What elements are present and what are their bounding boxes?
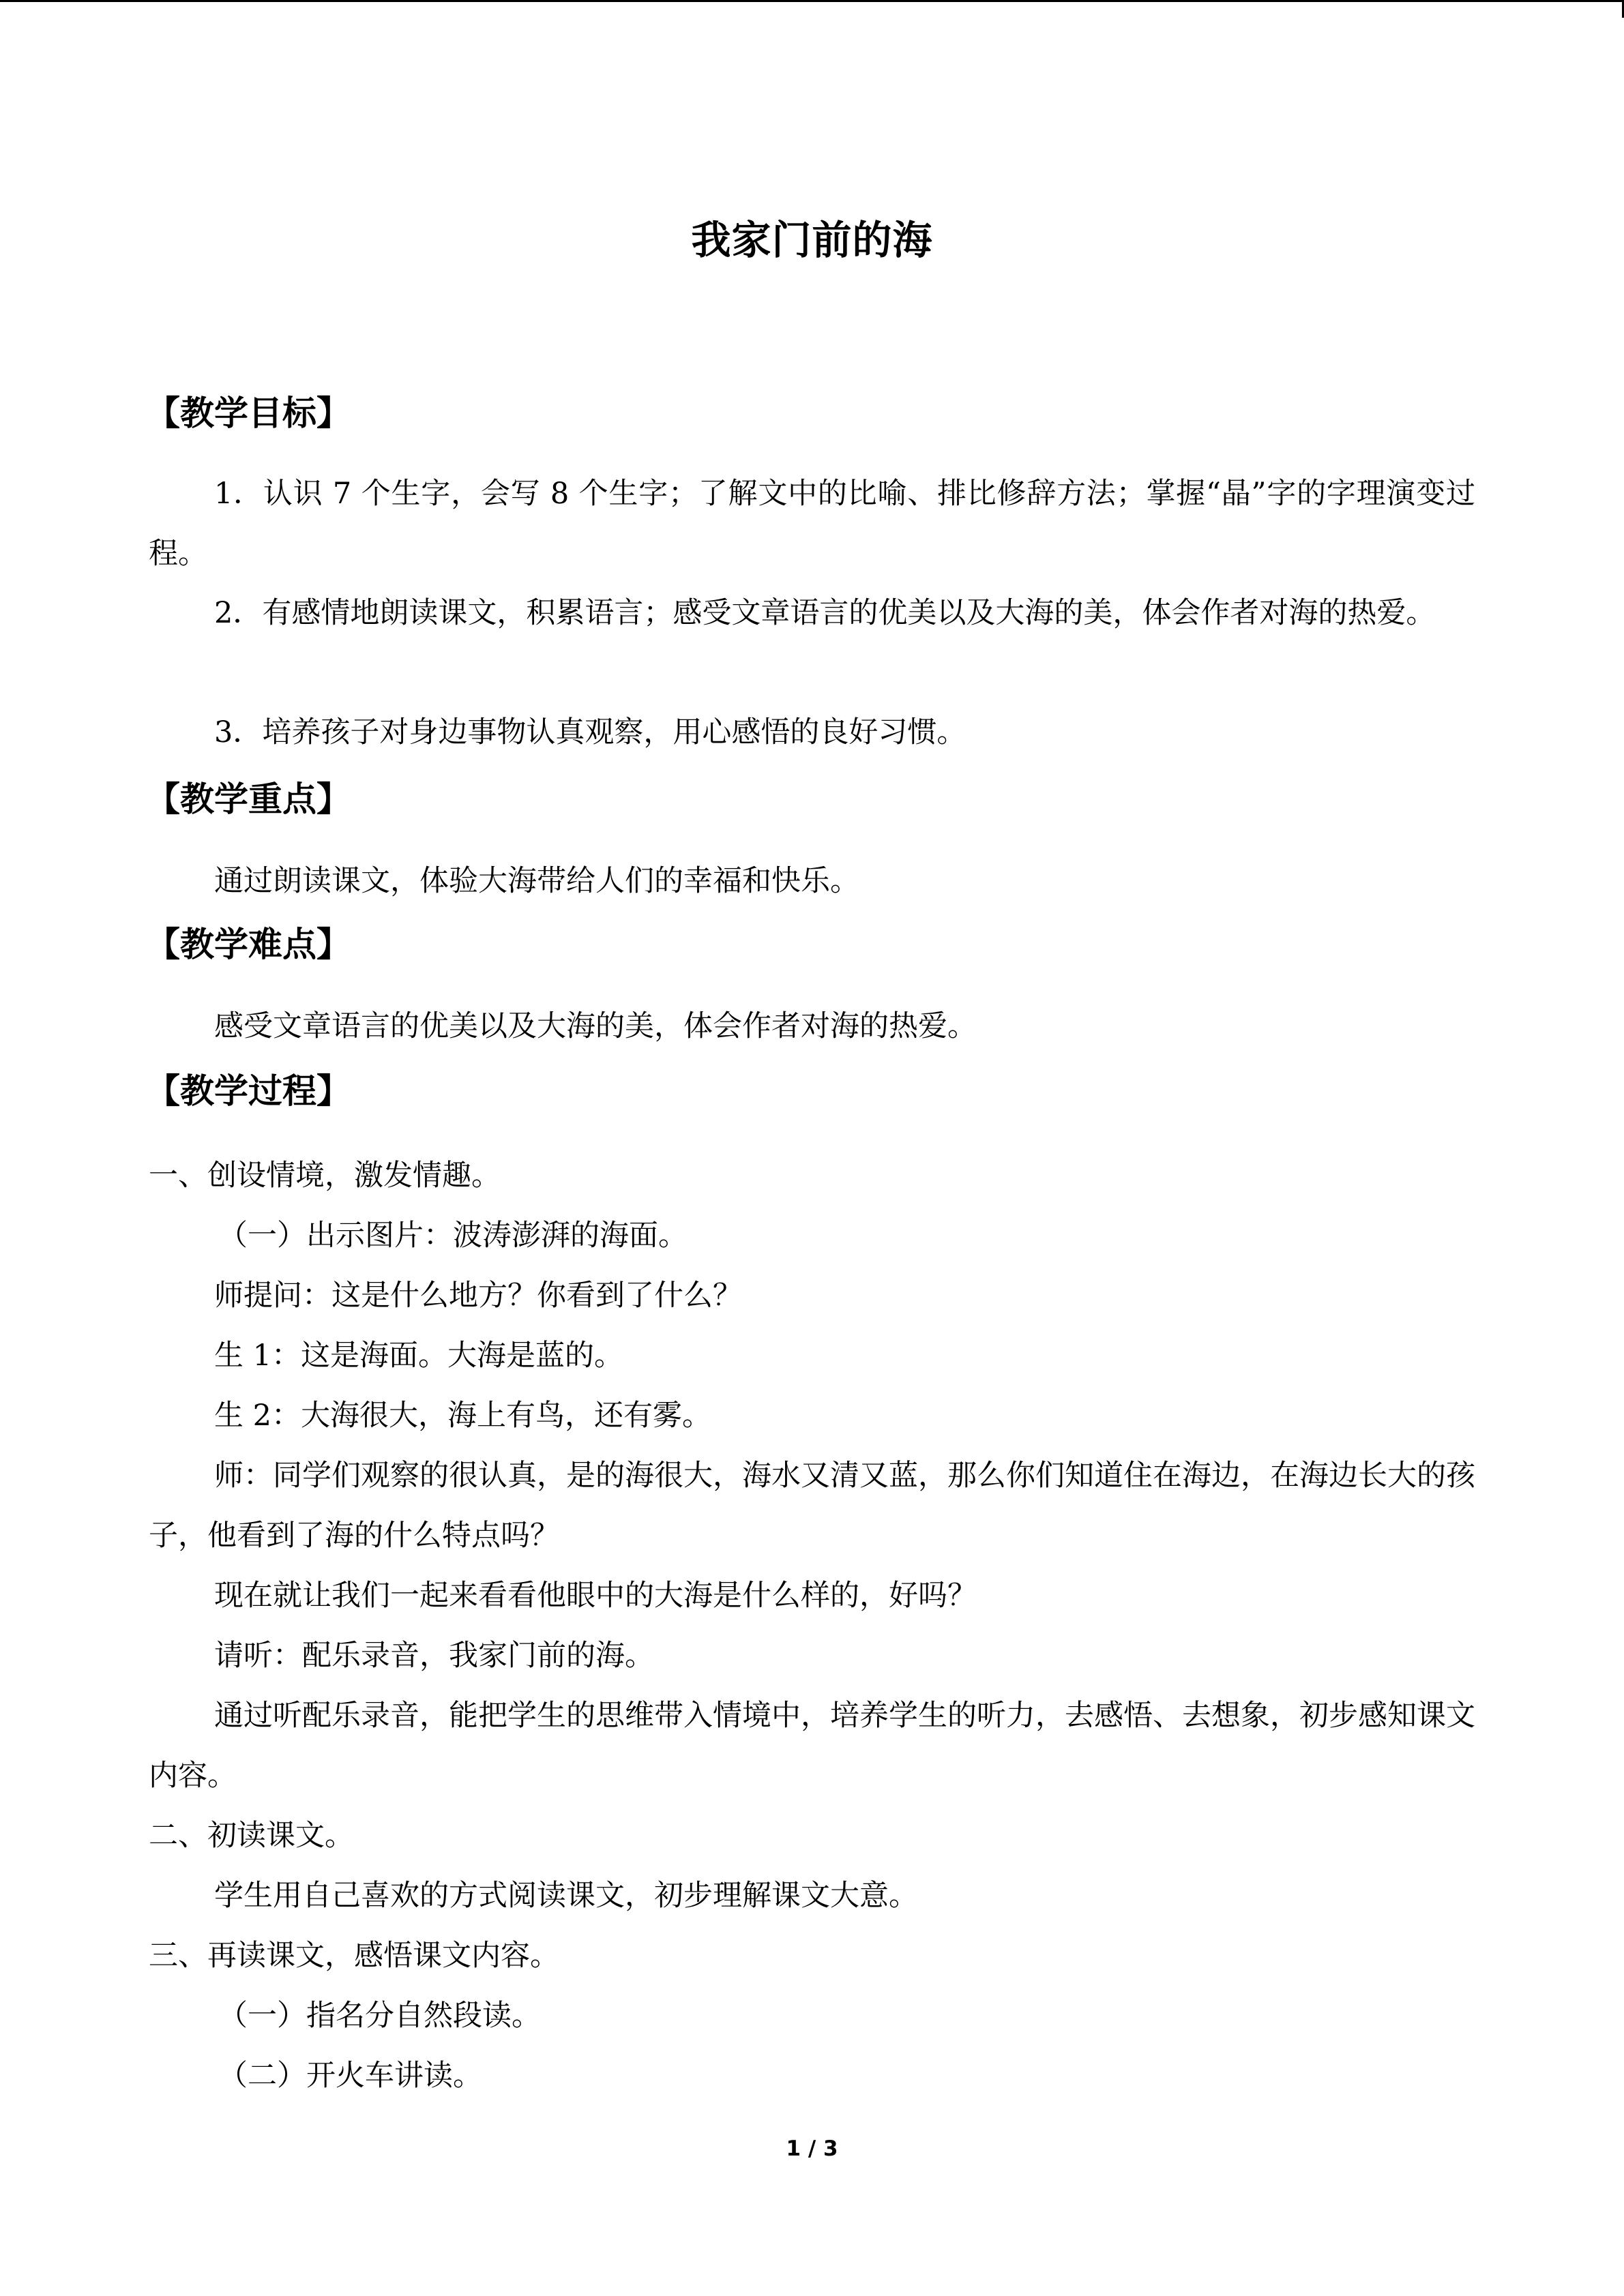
listen-purpose: 通过听配乐录音，能把学生的思维带入情境中，培养学生的听力，去感悟、去想象，初步感知课文内容。: [149, 1699, 1475, 1793]
teacher-invite: 现在就让我们一起来看看他眼中的大海是什么样的，好吗？: [214, 1579, 977, 1613]
process-step-3: 三、再读课文，感悟课文内容。: [149, 1939, 559, 1973]
process-step-2: 二、初读课文。: [149, 1819, 354, 1853]
goal-item-3: 3．培养孩子对身边事物认真观察，用心感悟的良好习惯。: [214, 715, 966, 749]
key-points-text: 通过朗读课文，体验大海带给人们的幸福和快乐。: [214, 864, 859, 898]
teacher-statement: 师：同学们观察的很认真，是的海很大，海水又清又蓝，那么你们知道住在海边，在海边长大的孩子，他看到了海的什么特点吗？: [149, 1459, 1475, 1553]
goal-item-2: 2．有感情地朗读课文，积累语言；感受文章语言的优美以及大海的美，体会作者对海的热爱。: [214, 596, 1436, 630]
document-title: 我家门前的海: [691, 217, 933, 263]
heading-key-points: 【教学重点】: [146, 779, 351, 819]
process-step-2-text: 学生用自己喜欢的方式阅读课文，初步理解课文大意。: [214, 1879, 918, 1913]
student-answer-2: 生 2：大海很大，海上有鸟，还有雾。: [214, 1399, 712, 1433]
heading-difficulties: 【教学难点】: [146, 925, 351, 964]
process-step-1-sub-1: （一）出示图片：波涛澎湃的海面。: [218, 1219, 688, 1253]
process-step-3-sub-2: （二）开火车讲读。: [218, 2059, 482, 2093]
heading-teaching-process: 【教学过程】: [146, 1071, 351, 1111]
goal-item-1: 1．认识 7 个生字，会写 8 个生字；了解文中的比喻、排比修辞方法；掌握“晶”字的字理演变过程。: [149, 477, 1475, 571]
difficulties-text: 感受文章语言的优美以及大海的美，体会作者对海的热爱。: [214, 1009, 977, 1043]
teacher-question: 师提问：这是什么地方？你看到了什么？: [214, 1279, 742, 1313]
process-step-3-sub-1: （一）指名分自然段读。: [218, 1999, 541, 2033]
heading-teaching-goals: 【教学目标】: [146, 393, 351, 433]
page-number: 1 / 3: [786, 2136, 838, 2161]
student-answer-1: 生 1：这是海面。大海是蓝的。: [214, 1339, 624, 1373]
top-border-line: [0, 0, 1624, 2]
process-step-1: 一、创设情境，激发情趣。: [149, 1159, 501, 1193]
listen-instruction: 请听：配乐录音，我家门前的海。: [214, 1639, 654, 1673]
